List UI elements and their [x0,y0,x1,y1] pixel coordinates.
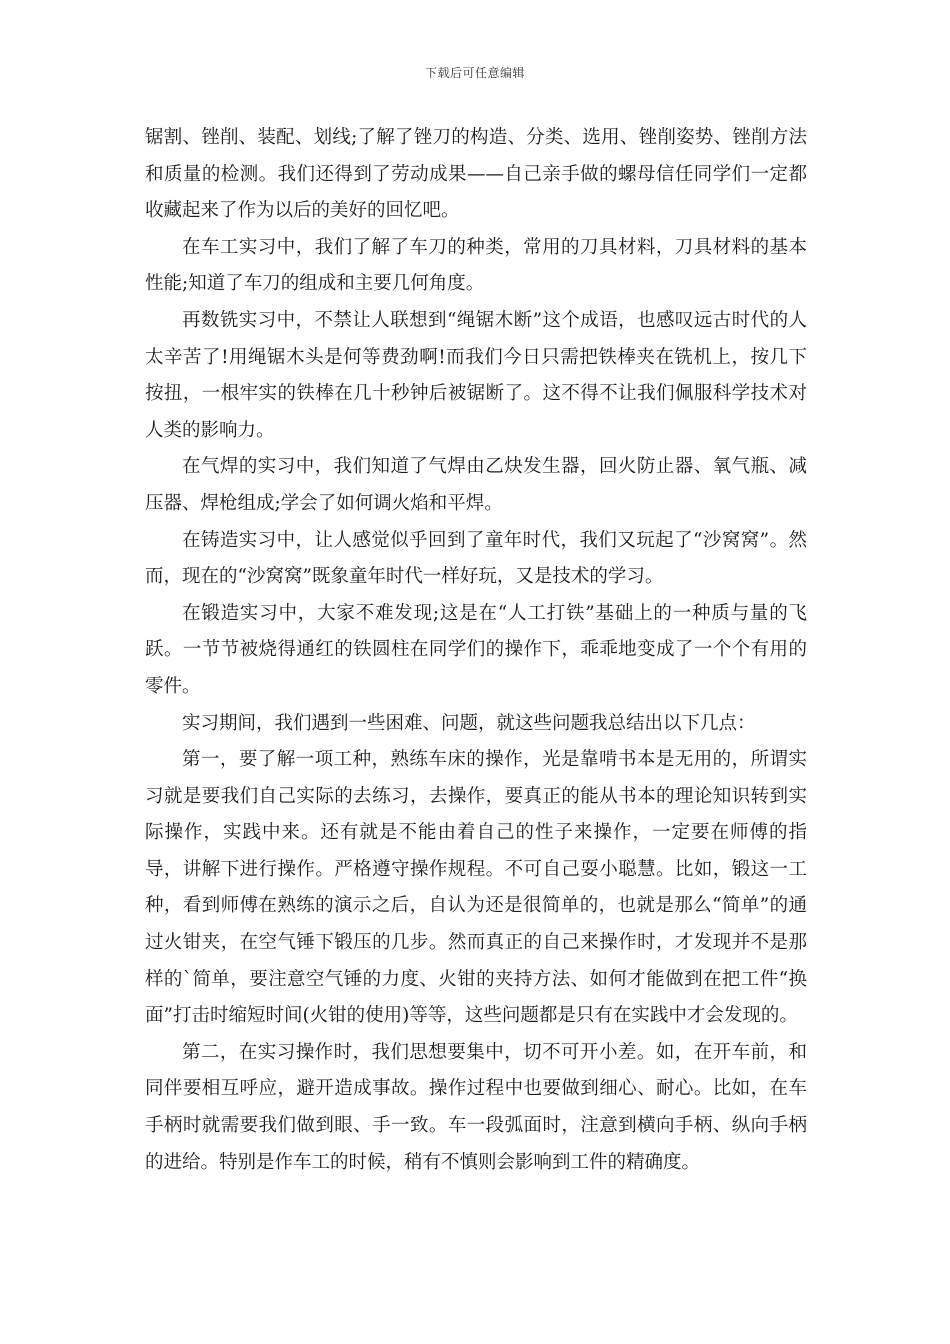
paragraph-fitting-summary: 锯割、锉削、装配、划线;了解了锉刀的构造、分类、选用、锉削姿势、锉削方法和质量的检测。我们还得到了劳动成果——自己亲手做的螺母信任同学们一定都收藏起来了作为以后的美好的回忆吧。 [145,127,807,222]
document-body [145,120,807,1181]
paragraph-point-one: 第一，要了解一项工种，熟练车床的操作，光是靠啃书本是无用的，所谓实习就是要我们自己实际的去练习，去操作，要真正的能从书本的理论知识转到实际操作，实践中来。还有就是不能由着自己的性子来操作，一定要在师傅的指导，讲解下进行操作。严格遵守操作规程。不可自己耍小聪慧。比如，锻这一工种，看到师傅在熟练的演示之后，自认为还是很简单的，也就是那么“简单”的通过火钳夹，在空气锤下锻压的几步。然而真正的自己来操作时，才发现并不是那样的`简单，要注意空气锤的力度、火钳的夹持方法、如何才能做到在把工件“换面”打击时缩短时间(火钳的使用)等等，这些问题都是只有在实践中才会发现的。 [145,749,807,1027]
paragraph-problems-intro: 实习期间，我们遇到一些困难、问题，就这些问题我总结出以下几点： [182,712,756,734]
paragraph-milling: 再数铣实习中，不禁让人联想到“绳锯木断”这个成语，也感叹远古时代的人太辛苦了!用绳锯木头是何等费劲啊!而我们今日只需把铁棒夹在铣机上，按几下按扭，一根牢实的铁棒在几十秒钟后被锯断了。这不得不让我们佩服科学技术对人类的影响力。 [145,309,807,441]
paragraph-forging: 在锻造实习中，大家不难发现;这是在“人工打铁”基础上的一种质与量的飞跃。一节节被烧得通红的铁圆柱在同学们的操作下，乖乖地变成了一个个有用的零件。 [145,602,807,697]
paragraph-gas-welding: 在气焊的实习中，我们知道了气焊由乙炔发生器，回火防止器、氧气瓶、减压器、焊枪组成;学会了如何调火焰和平焊。 [145,456,807,514]
paragraph-turning: 在车工实习中，我们了解了车刀的种类，常用的刀具材料，刀具材料的基本性能;知道了车刀的组成和主要几何角度。 [145,236,807,295]
paragraph-point-two: 第二，在实习操作时，我们思想要集中，切不可开小差。如，在开车前，和同伴要相互呼应，避开造成事故。操作过程中也要做到细心、耐心。比如，在车手柄时就需要我们做到眼、手一致。车一段弧面时，注意到横向手柄、纵向手柄的进给。特别是作车工的时候，稍有不慎则会影响到工件的精确度。 [145,1041,807,1173]
paragraph-casting: 在铸造实习中，让人感觉似乎回到了童年时代，我们又玩起了“沙窝窝”。然而，现在的“沙窝窝”既象童年时代一样好玩，又是技术的学习。 [145,529,807,588]
page-header: 下载后可任意编辑 [424,66,525,80]
